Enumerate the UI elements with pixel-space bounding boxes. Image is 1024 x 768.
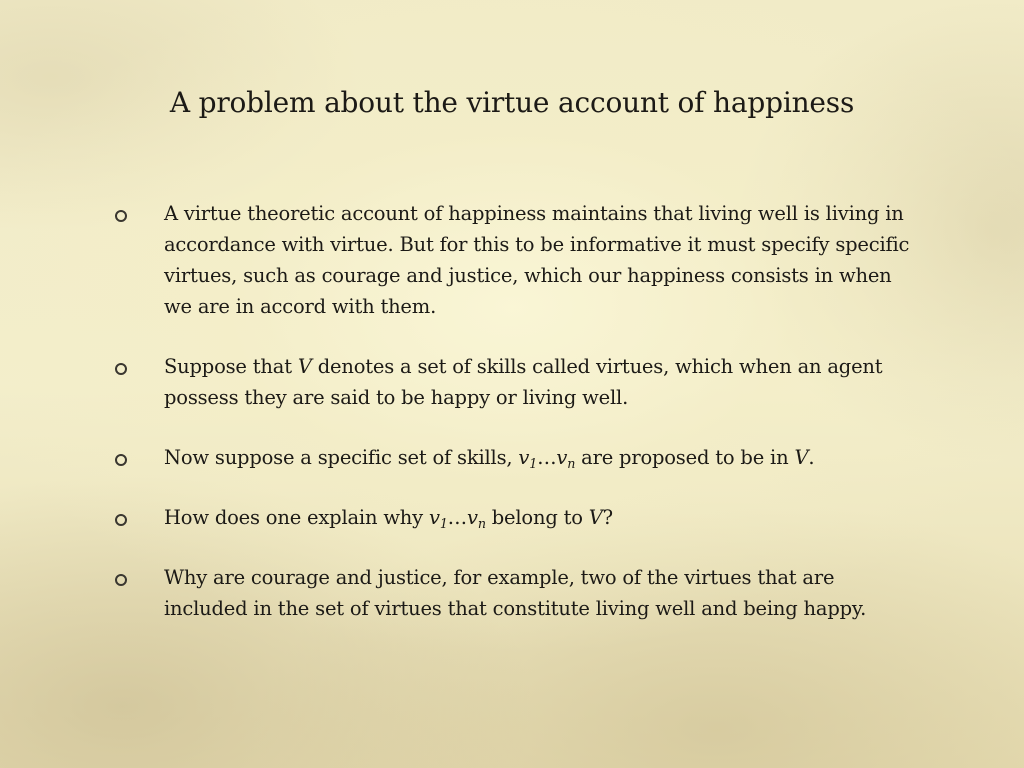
bullet-list bbox=[112, 198, 912, 653]
subscript-n: n bbox=[477, 515, 486, 531]
subscript-1: 1 bbox=[529, 455, 538, 471]
variable-v: v bbox=[428, 506, 440, 529]
text-run: are proposed to be in bbox=[575, 446, 795, 469]
variable-v: v bbox=[466, 506, 478, 529]
bullet-item bbox=[112, 562, 912, 624]
variable-v: v bbox=[518, 446, 530, 469]
bullet-item bbox=[112, 442, 912, 473]
hollow-circle-bullet-icon bbox=[115, 574, 127, 586]
bullet-item bbox=[112, 502, 912, 533]
text-run: Now suppose a specific set of skills, bbox=[164, 446, 519, 469]
bullet-item bbox=[112, 198, 912, 322]
text-run: . bbox=[808, 446, 815, 469]
text-run: belong to bbox=[485, 506, 589, 529]
bullet-text bbox=[164, 502, 912, 533]
bullet-item bbox=[112, 351, 912, 413]
slide-title: A problem about the virtue account of happiness bbox=[169, 86, 855, 119]
hollow-circle-bullet-icon bbox=[115, 514, 127, 526]
hollow-circle-bullet-icon bbox=[115, 363, 127, 375]
text-run: How does one explain why bbox=[164, 506, 429, 529]
variable-v: v bbox=[556, 446, 568, 469]
text-run: ? bbox=[602, 506, 613, 529]
ellipsis: … bbox=[447, 506, 467, 529]
bullet-text bbox=[164, 351, 912, 413]
bullet-text: Why are courage and justice, for example, two of the virtues that are included in the set of virtues that constitute living well and being happy. bbox=[164, 566, 867, 620]
hollow-circle-bullet-icon bbox=[115, 454, 127, 466]
variable-V: V bbox=[297, 355, 312, 378]
bullet-text bbox=[164, 442, 912, 473]
subscript-1: 1 bbox=[439, 515, 448, 531]
hollow-circle-bullet-icon bbox=[115, 210, 127, 222]
text-run: Suppose that bbox=[164, 355, 298, 378]
bullet-text: A virtue theoretic account of happiness maintains that living well is living in accordance with virtue. But for this to be informative it must specify specific virtues, such as courage and justice, which our happiness consists in when we are in accord with them. bbox=[164, 202, 910, 318]
variable-V: V bbox=[794, 446, 809, 469]
text-run: denotes a set of skills called virtues, which when an agent possess they are said to be happy or living well. bbox=[164, 355, 883, 409]
ellipsis: … bbox=[537, 446, 557, 469]
variable-V: V bbox=[588, 506, 603, 529]
subscript-n: n bbox=[567, 455, 576, 471]
